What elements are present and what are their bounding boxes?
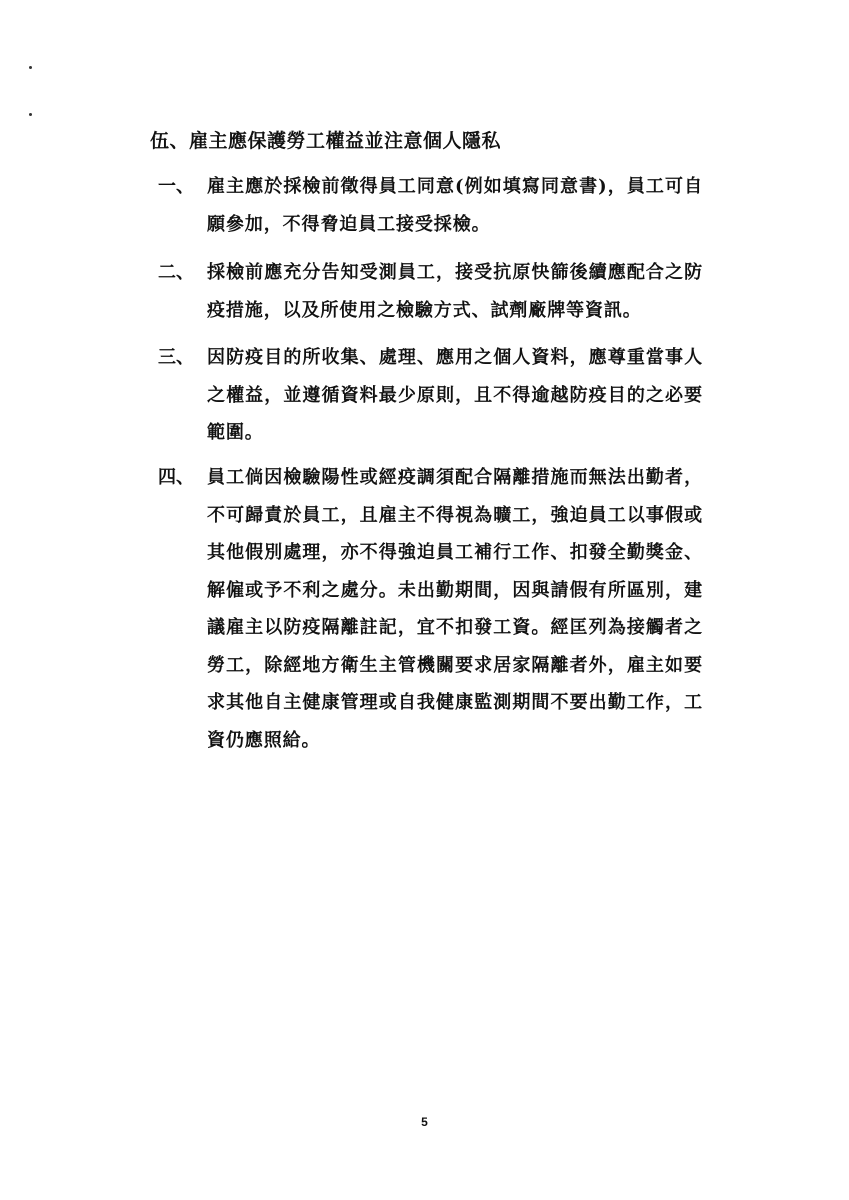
scan-mark <box>29 66 32 69</box>
list-item-text: 雇主應於採檢前徵得員工同意(例如填寫同意書)，員工可自願參加，不得脅迫員工接受採檢。 <box>207 176 703 235</box>
list-item-marker: 一、 <box>158 176 194 197</box>
list-item-text: 因防疫目的所收集、處理、應用之個人資料，應尊重當事人之權益，並遵循資料最少原則，且不得逾越防疫目的之必要範圍。 <box>207 347 703 443</box>
list-item-text: 員工倘因檢驗陽性或經疫調須配合隔離措施而無法出勤者，不可歸責於員工，且雇主不得視為曠工，強迫員工以事假或其他假別處理，亦不得強迫員工補行工作、扣發全勤獎金、解僱或予不利之處分。未出勤期間，因與請假有所區別，建議雇主以防疫隔離註記，宜不扣發工資。經匡列為接觸者之勞工，除經地方衛生主管機關要求居家隔離者外，雇主如要求其他自主健康管理或自我健康監測期間不要出勤工作，工資仍應照給。 <box>207 467 703 751</box>
list-item-marker: 四、 <box>158 467 194 488</box>
list-item-marker: 三、 <box>158 347 194 368</box>
list-item-marker: 二、 <box>158 262 194 283</box>
page-number: 5 <box>421 1115 428 1129</box>
scan-mark <box>29 113 32 116</box>
section-title: 伍、雇主應保護勞工權益並注意個人隱私 <box>150 130 502 152</box>
list-item-text: 採檢前應充分告知受測員工，接受抗原快篩後續應配合之防疫措施，以及所使用之檢驗方式、試劑廠牌等資訊。 <box>207 262 703 321</box>
